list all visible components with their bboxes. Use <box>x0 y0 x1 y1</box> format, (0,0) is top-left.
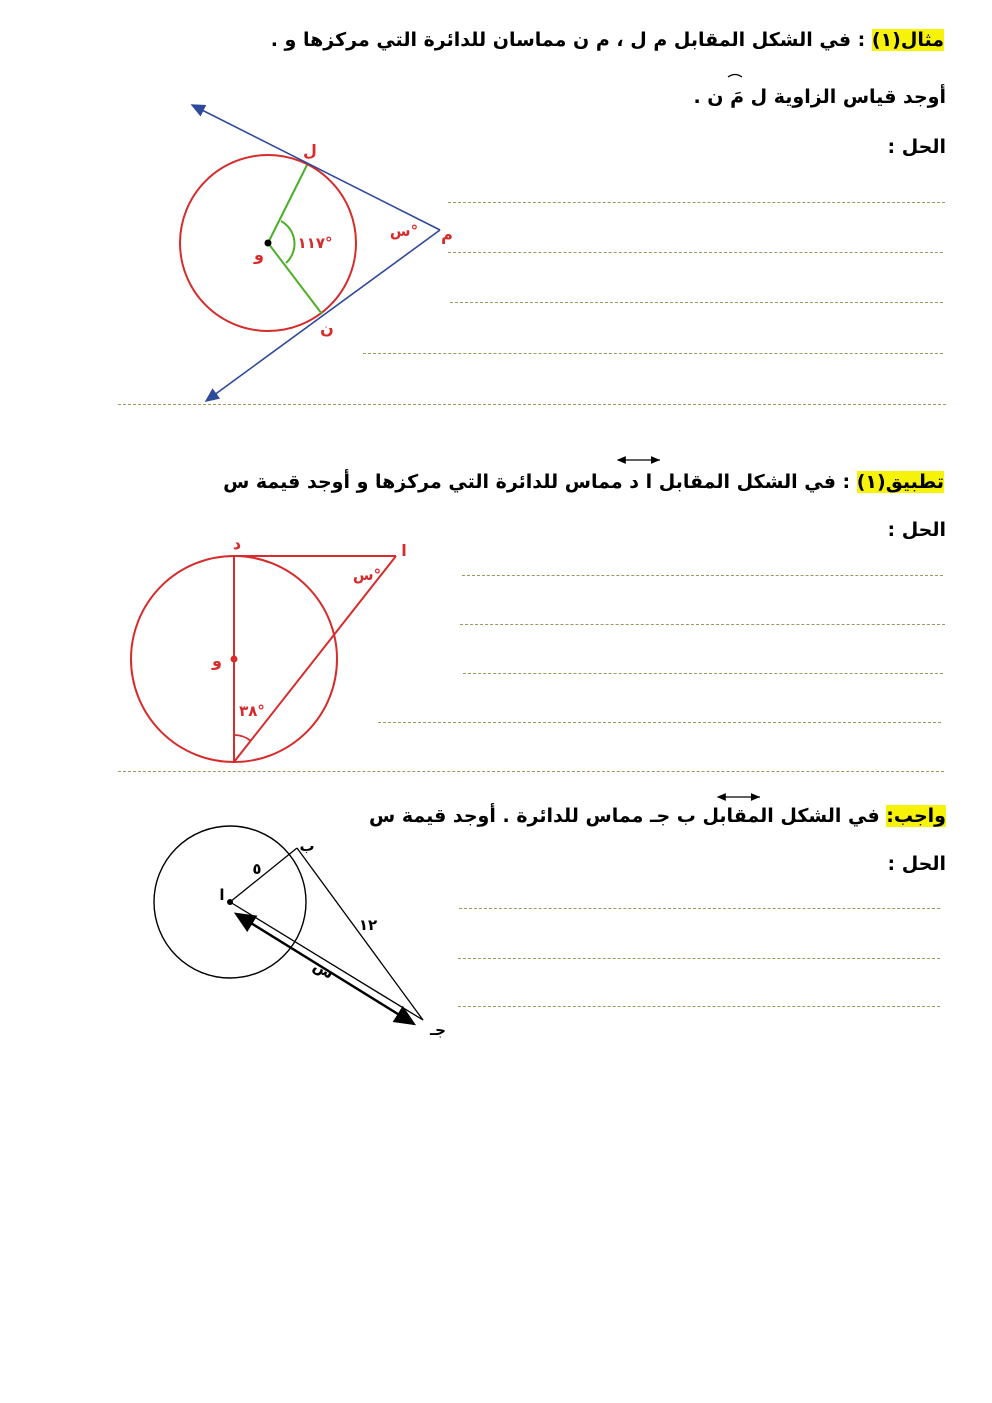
label-d: د <box>232 534 242 553</box>
center-dot <box>265 240 272 247</box>
example1-question: أوجد قياس الزاوية ل مَ ن . <box>693 86 946 108</box>
homework-statement-text: في الشكل المقابل ب جـ مماس للدائرة . أوجد قيمة س <box>368 805 887 827</box>
application1-tag: تطبيق(١) <box>856 471 944 493</box>
application1-solution-label: الحل : <box>887 519 946 541</box>
figure-homework <box>154 826 446 1039</box>
center-dot <box>227 899 233 905</box>
figure-example1 <box>180 105 453 401</box>
label-tangent-length: ١٢ <box>358 916 378 934</box>
label-radius: ٥ <box>252 860 262 878</box>
label-unknown: س <box>310 956 338 983</box>
label-tangent-point: ب <box>299 837 315 855</box>
center-dot <box>231 656 238 663</box>
label-center-angle: ١١٧° <box>297 234 333 252</box>
homework-tag: واجب: <box>886 805 946 827</box>
example1-solution-label: الحل : <box>887 136 946 158</box>
label-external-point: جـ <box>430 1021 446 1039</box>
homework-solution-label: الحل : <box>887 853 946 875</box>
label-m: م <box>441 225 453 244</box>
angle-arc <box>234 735 251 741</box>
secant-segment <box>234 556 396 762</box>
label-center: و <box>254 245 264 264</box>
label-unknown-angle: س° <box>352 566 382 584</box>
label-unknown-angle: س° <box>389 222 419 240</box>
example1-tag: مثال(١) <box>871 29 944 51</box>
figure-application1 <box>131 534 407 762</box>
tangent-line-bottom <box>206 230 440 401</box>
tangent-line-top <box>192 105 440 230</box>
radius-top <box>268 165 307 243</box>
angle-arc <box>281 221 294 263</box>
label-given-angle: ٣٨° <box>239 702 265 720</box>
label-center: و <box>212 651 222 670</box>
label-n: ن <box>320 319 334 338</box>
radius-bottom <box>268 243 322 314</box>
arc-mark <box>728 75 742 78</box>
application1-statement-text: : في الشكل المقابل ا د مماس للدائرة التي مركزها و أوجد قيمة س <box>223 471 857 493</box>
tangent-segment <box>297 848 423 1020</box>
radius <box>230 848 297 902</box>
label-a: ا <box>401 541 407 560</box>
label-center: ا <box>219 886 225 904</box>
label-l: ل <box>303 141 317 160</box>
example1-statement-text: : في الشكل المقابل م ل ، م ن مماسان للدائرة التي مركزها و . <box>270 29 872 51</box>
